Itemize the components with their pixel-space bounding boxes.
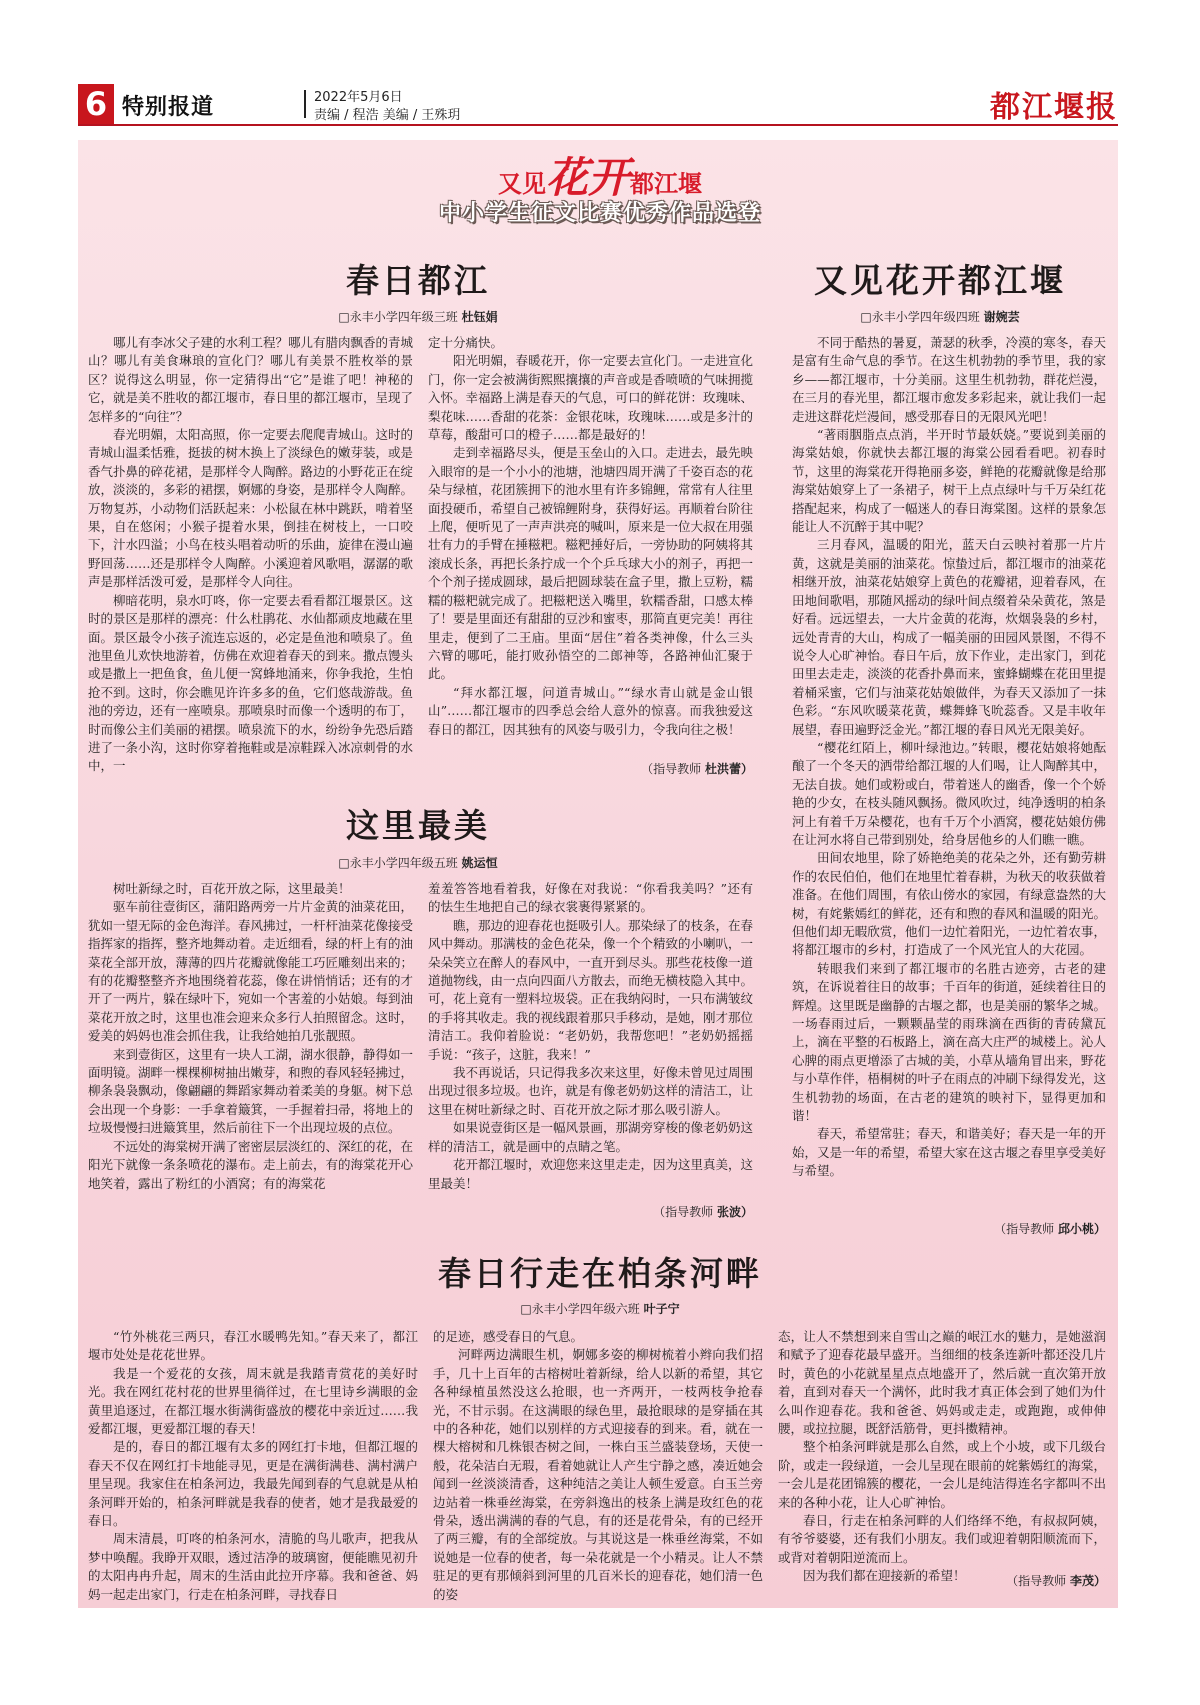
teacher-name: 杜洪蕾） [704,762,753,776]
article-byline [770,308,1110,325]
byline-author: 谢婉芸 [983,310,1020,324]
byline-school: □永丰小学四年级三班 [338,310,458,324]
teacher-label: （指导教师 [994,1222,1055,1236]
paragraph: 三月春风，温暖的阳光，蓝天白云映衬着那一片片黄，这就是美丽的油菜花。惊蛰过后，都江堰市的油菜花相继开放，油菜花姑娘穿上黄色的花瓣裙，迎着春风，在田地间歌唱，那随风摇动的绿叶间点缀着朵朵黄花，煞是好看。远远望去，一大片金黄的花海，炊烟袅袅的乡村，远处青青的大山，构成了一幅美丽的田园风景图，不得不说令人心旷神怡。春日午后，放下作业，走出家门，到花田里去走走，淡淡的花香扑鼻而来，蜜蜂蝴蝶在花田里提着桶采蜜，它们与油菜花姑娘做伴，为春天又添加了一抹色彩。“东风吹暖菜花黄，蝶舞蜂飞吮蕊香。又是丰收年展望，春田遍野泛金光。”都江堰的春日风光无限美好。 [792,537,1106,737]
teacher-credit [792,1220,1106,1237]
teacher-credit [778,1572,1106,1589]
page-number: 6 [78,84,114,124]
newspaper-masthead: 都江堰报 [990,90,1118,125]
teacher-label: （指导教师 [653,1205,714,1219]
paragraph: 是的，春日的都江堰有太多的网红打卡地，但都江堰的春天不仅在网红打卡地能寻见，更是在满街满巷、满村满户里呈现。我家住在柏条河边，我最先闻到春的气息就是从柏条河畔开始的，柏条河畔就是我春的使者，她才是我最爱的春日。 [88,1439,418,1529]
article-column [88,334,413,834]
paragraph: 转眼我们来到了都江堰市的名胜古迹旁，古老的建筑，在诉说着往日的故事；千百年的街道，延续着往日的辉煌。这里既是幽静的古堰之都，也是美丽的繁华之城。一场春雨过后，一颗颗晶莹的雨珠滴在西街的青砖黛瓦上，滴在平整的石板路上，滴在高大庄严的城楼上。沁人心脾的雨点更增添了古城的美，小草从墙角冒出来，野花与小草作伴，梧桐树的叶子在雨点的冲刷下绿得发光，这生机勃勃的场面，在古老的建筑的映衬下，显得更加和谐！ [792,960,1106,1124]
paragraph: 春光明媚，太阳高照，你一定要去爬爬青城山。这时的青城山温柔恬雅，挺拔的树木换上了淡绿色的嫩芽装，或是香气扑鼻的碎花裙，是那样令人陶醉。路边的小野花正在绽放，淡淡的，多彩的裙摆，婀娜的身姿，是那样令人陶醉。万物复苏，小动物们活跃起来：小松鼠在林中跳跃，啃着坚果，自在悠闲；小猴子提着水果，倒挂在树枝上，一口咬下，汁水四溢；小鸟在枝头唱着动听的乐曲，旋律在漫山遍野回荡……还是那样令人陶醉。小溪迎着风歌唱，潺潺的歌声是那样活泼可爱，是那样令人向往。 [88,427,414,590]
paragraph: “樱花红陌上，柳叶绿池边。”转眼，樱花姑娘将她酝酿了一个冬天的洒带给都江堰的人们喝，让人陶醉其中，无法自拔。她们或粉或白，带着迷人的幽香，像一个个娇艳的少女，在枝头随风飘扬。微风吹过，纯净透明的柏条河上有着千万朵樱花，也有千万个小酒窝，樱花姑娘仿佛在让河水将自己带到别处，给身居他乡的人们瞧一瞧。 [792,739,1106,847]
paragraph: 阳光明媚，春暖花开，你一定要去宣化门。一走进宣化门，你一定会被满街熙熙攘攘的声音或是香喷喷的气味拥揽入怀。幸福路上满是春天的气息，可口的鲜花饼：玫瑰味、梨花味……香甜的花茶：金银花味，玫瑰味……或是多汁的草莓，酸甜可口的橙子……都是最好的！ [428,353,754,443]
feature-banner-subtitle: 中小学生征文比赛优秀作品选登 [438,201,761,226]
byline-school: □永丰小学四年级五班 [338,856,458,870]
byline-author: 叶子宁 [643,1302,680,1316]
paragraph: 柳暗花明，泉水叮咚，你一定要去看看都江堰景区。这时的景区是那样的漂亮：什么杜鹃花、水仙都顽皮地藏在里面。景区最令小孩子流连忘返的，必定是鱼池和喷泉了。鱼池里鱼儿欢快地游着，仿佛在欢迎着春天的到来。撒点馒头或是撒上一把鱼食，鱼儿便一窝蜂地涌来，你争我抢，生怕抢不到。这时，你会瞧见许许多多的鱼，它们悠哉游哉。鱼池的旁边，还有一座喷泉。那喷泉时而像一个透明的布丁，时而像公主们美丽的裙摆。喷泉流下的水，纷纷争先恐后踏进了一条小沟，这时你穿着拖鞋或是凉鞋踩入冰凉刺骨的水中，一 [88,592,414,774]
byline-author: 杜钰娟 [461,310,498,324]
teacher-credit [428,1203,753,1220]
article-column [88,880,413,1195]
paragraph: 走到幸福路尽头，便是玉垒山的入口。走进去，最先映入眼帘的是一个小小的池塘，池塘四周开满了千姿百态的花朵与绿植，花团簇拥下的池水里有许多锦鲤，常常有人往里面投硬币，希望自己被锦鲤附身，获得好运。再顺着台阶往上爬，便听见了一声声洪亮的喊叫，原来是一位大叔在用强壮有力的手臂在捶糍粑。糍粑捶好后，一旁协助的阿姨将其滚成长条，再把长条拧成一个个乒乓球大小的剂子，再把一个个剂子搓成圆球，最后把圆球装在盒子里，撒上豆粉，糯糯的糍粑就完成了。把糍粑送入嘴里，软糯香甜，口感太棒了！要是里面还有甜甜的豆沙和蜜枣，那简直更完美！再往里走，便到了二王庙。里面“居住”着各类神像，什么三头六臂的哪吒，能打败孙悟空的二郎神等，各路神仙汇聚于此。 [428,445,754,682]
page-header [78,84,1118,126]
paragraph: 春天，希望常驻；春天，和谐美好；春天是一年的开始，又是一年的希望，希望大家在这古堰之春里享受美好与希望。 [792,1126,1106,1179]
teacher-credit [428,760,753,777]
paragraph: 河畔两边满眼生机，婀娜多姿的柳树梳着小辫向我们招手，几十上百年的古榕树吐着新绿，给人以新的希望，其它各种绿植虽然没这么抢眼，也一齐两开，一枝两枝争抢春光，不甘示弱。在这满眼的绿色里，最抢眼球的是穿插在其中的各种花，她们以别样的方式迎接春的到来。看，就在一棵大榕树和几株银杏树之间，一株白玉兰盛装登场，天使一般，花朵洁白无瑕，看着她就让人产生宁静之感，凑近她会闻到一丝淡淡清香，这种纯洁之美让人顿生爱意。白玉兰旁边站着一株垂丝海棠，在旁斜逸出的枝条上满是玫红色的花骨朵，透出满满的春的气息，有的还是花骨朵，有的已经开了两三瓣，有的全部绽放。与其说这是一株垂丝海棠，不如说她是一位春的使者，每一朵花就是一个小精灵。让人不禁驻足的更有那倾斜到河里的几百米长的迎春花，她们清一色的姿 [433,1347,763,1602]
issue-date: 2022年5月6日 [314,90,403,105]
byline-school: □永丰小学四年级四班 [860,310,980,324]
teacher-label: （指导教师 [1006,1574,1067,1588]
paragraph: 的足迹，感受春日的气息。 [433,1329,584,1344]
teacher-name: 邱小桃） [1057,1222,1106,1236]
paragraph: “著雨胭脂点点消，半开时节最妖娆。”要说到美丽的海棠姑娘，你就快去都江堰的海棠公园看看吧。初春时节，这里的海棠花开得艳丽多姿，鲜艳的花瓣就像是给那海棠姑娘穿上了一条裙子，树干上点点绿叶与千万朵红花搭配起来，构成了一幅迷人的春日海棠图。这样的景象怎能让人不沉醉于其中呢？ [792,427,1106,535]
teacher-name: 张波） [716,1205,753,1219]
paragraph: 哪儿有李冰父子建的水利工程？哪儿有腊肉飘香的青城山？哪儿有美食琳琅的宣化门？哪儿有美景不胜枚举的景区？说得这么明显，你一定猜得出“它”是谁了吧！神秘的它，就是美不胜收的都江堰市，春日里的都江堰市，呈现了怎样多的“向往”？ [88,335,414,424]
paragraph: 来到壹街区，这里有一块人工湖，湖水很静，静得如一面明镜。湖畔一棵棵柳树抽出嫩芽，和煦的春风轻轻拂过，柳条袅袅飘动，像翩翩的舞蹈家舞动着柔美的身躯。树下总会出现一个身影：一手拿着簸箕，一手握着扫帚，将地上的垃圾慢慢扫进簸箕里，然后前往下一个出现垃圾的点位。 [88,1046,414,1136]
article-column [428,880,753,1198]
paragraph: 我是一个爱花的女孩，周末就是我踏青赏花的美好时光。我在网红花村花的世界里徜徉过，在七里诗乡满眼的金黄里追逐过，在都江堰水街满街盛放的樱花中亲近过……我爱都江堰，更爱都江堰的春天！ [88,1365,418,1437]
paragraph: 因为我们都在迎接新的希望！ [803,1568,966,1584]
paragraph: 不同于酷热的暑夏，萧瑟的秋季，冷漠的寒冬，春天是富有生命气息的季节。在这生机勃勃的季节里，我的家乡——都江堰市，十分美丽。这里生机勃勃，群花烂漫，在三月的春光里，都江堰市愈发多彩起来，就让我们一起走进这群花烂漫间，感受那春日的无限风光吧！ [792,335,1106,424]
article-column [792,334,1106,1214]
paragraph: 不远处的海棠树开满了密密层层淡红的、深红的花，在阳光下就像一条条喷花的瀑布。走上前去，有的海棠花开心地笑着，露出了粉红的小酒窝；有的海棠花 [88,1138,414,1191]
paragraph: 定十分痛快。 [428,335,504,350]
paragraph: 态，让人不禁想到来自雪山之巅的岷江水的魅力，是她滋润和赋予了迎春花最早盛开。当细细的枝条连新叶都还没几片时，黄色的小花就星星点点地盛开了，然后就一直次第开放着，直到对春天一个满怀，此时我才真正体会到了她们为什么叫作迎春花。我和爸爸、妈妈或走走，或跑跑，或伸伸腰，或拉拉腿，既舒活筋骨，更抖擞精神。 [778,1329,1106,1437]
paragraph: 我不再说话，只记得我多次来这里，好像未曾见过周围出现过很多垃圾。也许，就是有像老奶奶这样的清洁工，让这里在树吐新绿之时、百花开放之际才那么吸引游人。 [428,1065,754,1117]
article-column [433,1328,763,1602]
paragraph: 树吐新绿之时，百花开放之际，这里最美！ [113,881,351,896]
paragraph: 羞羞答答地看着我，好像在对我说：“你看我美吗？”还有的怯生生地把自己的绿衣裳裹得紧紧的。 [428,881,753,915]
article-column [428,334,753,749]
article-title: 春日行走在柏条河畔 [438,1254,762,1293]
banner-prefix: 又见 [497,169,546,198]
banner-suffix: 都江堰 [630,169,702,198]
paragraph: 周末清晨，叮咚的柏条河水，清脆的鸟儿歌声，把我从梦中唤醒。我睁开双眼，透过洁净的玻璃窗，便能瞧见初升的太阳冉冉升起，周末的生活由此拉开序幕。我和爸爸、妈妈一起走出家门，行走在柏条河畔，寻找春日 [88,1531,418,1602]
paragraph: “竹外桃花三两只，春江水暖鸭先知。”春天来了，都江堰市处处是花花世界。 [88,1329,418,1363]
byline-school: □永丰小学四年级六班 [520,1302,640,1316]
byline-author: 姚运恒 [461,856,498,870]
teacher-label: （指导教师 [641,762,702,776]
paragraph: 田间农地里，除了娇艳绝美的花朵之外，还有勤劳耕作的农民伯伯，他们在地里忙着春耕，为秋天的收获做着准备。在他们周围，有依山傍水的家园，有绿意盎然的大树，有姹紫嫣红的鲜花，还有和煦的春风和温暖的阳光。但他们却无暇欣赏，他们一边忙着阳光，一边忙着农事，将都江堰市的乡村，打造成了一个风光宜人的大花园。 [792,850,1106,958]
article-byline [108,854,728,871]
paragraph: 花开都江堰时，欢迎您来这里走走，因为这里真美，这里最美！ [428,1157,754,1191]
banner-big-text: 花开 [545,153,630,202]
paragraph: “拜水都江堰，问道青城山。”“绿水青山就是金山银山”……都江堰市的四季总会给人意外的惊喜。而我独爱这春日的都江，因其独有的风姿与吸引力，令我向往之极！ [428,684,753,737]
paragraph: 春日，行走在柏条河畔的人们络绎不绝，有叔叔阿姨，有爷爷婆婆，还有我们小朋友。我们或迎着朝阳顺流而下，或背对着朝阳逆流而上。 [778,1513,1106,1565]
article-byline [300,1300,900,1317]
paragraph: 整个柏条河畔就是那么自然，或上个小坡，或下几级台阶，或走一段绿道，一会儿呈现在眼前的姹紫嫣红的海棠，一会儿是花团锦簇的樱花，一会儿是纯洁得连名字都叫不出来的各种小花，让人心旷神怡。 [778,1439,1106,1510]
teacher-name: 李茂） [1069,1574,1106,1588]
article-byline [108,308,728,325]
paragraph: 瞧，那边的迎春花也挺吸引人。那染绿了的枝条，在春风中舞动。那满枝的金色花朵，像一个个精致的小喇叭，一朵朵笑立在醉人的春风中，一直开到尽头。那些花枝像一道道抛物线，由一点向四面八方散去，而绝无横枝隐入其中。可，花上竟有一塑料垃圾袋。正在我纳闷时，一只布满皱纹的手将其收走。我的视线跟着那只手移动，是她，刚才那位清洁工。我仰着脸说：“老奶奶，我帮您吧！”老奶奶摇摇手说：“孩子，这脏，我来！” [428,917,754,1062]
paragraph: 如果说壹街区是一幅风景画，那湖旁穿梭的像老奶奶这样的清洁工，就是画中的点睛之笔。 [428,1120,754,1154]
article-column [88,1328,418,1602]
article-title: 春日都江 [346,261,490,300]
header-divider [304,90,306,118]
article-title: 又见花开都江堰 [814,261,1066,300]
editors-credit: 责编 / 程浩 美编 / 王殊玥 [314,108,461,123]
section-name: 特别报道 [122,95,215,120]
article-title: 这里最美 [346,806,490,845]
paragraph: 驱车前往壹街区，蒲阳路两旁一片片金黄的油菜花田，犹如一望无际的金色海洋。春风拂过，一杆杆油菜花像接受指挥家的指挥，整齐地舞动着。走近细看，绿的杆上有的油菜花全部开放，薄薄的四片花瓣就像能工巧匠雕刻出来的；有的花瓣整整齐齐地围绕着花蕊，像在讲悄悄话；还有的才开了一两片，躲在绿叶下，宛如一个害羞的小姑娘。每到油菜花开放之时，这里也准会迎来众多行人拍照留念。这时，爱美的妈妈也准会抓住我，让我给她拍几张靓照。 [88,899,414,1044]
